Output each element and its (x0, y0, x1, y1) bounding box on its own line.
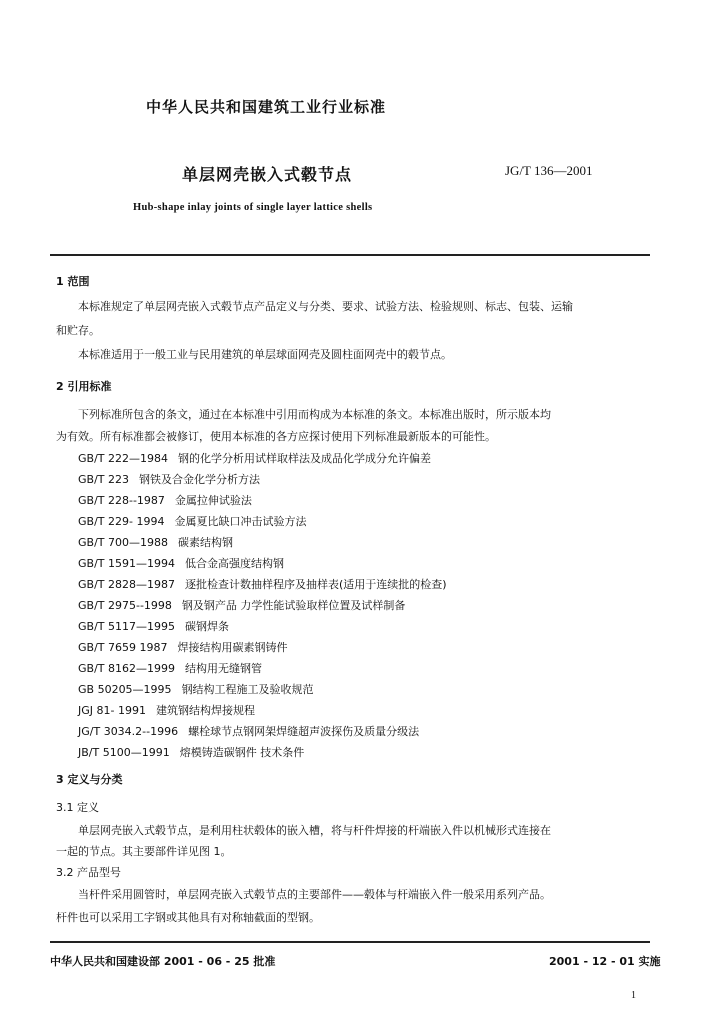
section-3-1-line2: 一起的节点。其主要部件详见图 1。 (56, 845, 232, 858)
reference-item (78, 471, 260, 487)
reference-number: JG/T 3034.2--1996 (78, 725, 179, 738)
reference-item (78, 618, 229, 634)
section-1-para1-line1: 本标准规定了单层网壳嵌入式毂节点产品定义与分类、要求、试验方法、检验规则、标志、包装、运输 (78, 300, 573, 313)
reference-number: GB/T 7659 1987 (78, 641, 168, 654)
section-1-heading: 1 范围 (56, 275, 90, 288)
reference-number: JB/T 5100—1991 (78, 746, 170, 759)
section-2-intro-line1: 下列标准所包含的条文，通过在本标准中引用而构成为本标准的条文。本标准出版时，所示版本均 (78, 408, 551, 421)
reference-number: GB/T 229- 1994 (78, 515, 165, 528)
section-3-2-line2: 杆件也可以采用工字钢或其他具有对称轴截面的型钢。 (56, 911, 320, 924)
reference-item (78, 513, 306, 529)
section-2-heading: 2 引用标准 (56, 380, 112, 393)
section-3-1-line1: 单层网壳嵌入式毂节点，是利用柱状毂体的嵌入槽，将与杆件焊接的杆端嵌入件以机械形式连接在 (78, 824, 551, 837)
english-title: Hub-shape inlay joints of single layer lattice shells (133, 202, 373, 213)
reference-item (78, 492, 252, 508)
reference-name: 碳钢焊条 (184, 620, 229, 633)
reference-number: GB/T 8162—1999 (78, 662, 175, 675)
section-3-1-heading: 3.1 定义 (56, 801, 99, 814)
reference-item (78, 681, 314, 697)
reference-number: GB/T 223 (78, 473, 129, 486)
reference-name: 金属夏比缺口冲击试验方法 (174, 515, 307, 528)
section-3-heading: 3 定义与分类 (56, 773, 123, 786)
implementation-date: 2001 - 12 - 01 实施 (549, 955, 661, 968)
reference-number: GB/T 700—1988 (78, 536, 168, 549)
reference-number: JGJ 81- 1991 (78, 704, 146, 717)
reference-name: 建筑钢结构焊接规程 (155, 704, 255, 717)
reference-name: 钢结构工程施工及验收规范 (181, 683, 314, 696)
reference-item (78, 555, 284, 571)
reference-item (78, 450, 431, 466)
standard-category: 中华人民共和国建筑工业行业标准 (146, 98, 387, 116)
reference-name: 碳素结构钢 (177, 536, 233, 549)
reference-name: 螺栓球节点钢网架焊缝超声波探伤及质量分级法 (188, 725, 420, 738)
page-number: 1 (631, 990, 636, 1001)
reference-item (78, 660, 262, 676)
reference-name: 结构用无缝钢管 (184, 662, 262, 675)
reference-number: GB/T 1591—1994 (78, 557, 175, 570)
header-divider (50, 254, 650, 256)
reference-name: 熔模铸造碳钢件 技术条件 (179, 746, 305, 759)
reference-name: 金属拉伸试验法 (174, 494, 252, 507)
reference-item (78, 576, 447, 592)
section-2-intro-line2: 为有效。所有标准都会被修订，使用本标准的各方应探讨使用下列标准最新版本的可能性。 (56, 430, 496, 443)
reference-number: GB/T 5117—1995 (78, 620, 175, 633)
reference-number: GB/T 2975--1998 (78, 599, 172, 612)
reference-number: GB/T 222—1984 (78, 452, 168, 465)
reference-item (78, 597, 405, 613)
footer-divider (50, 941, 650, 943)
document-title: 单层网壳嵌入式毂节点 (182, 165, 353, 184)
section-3-2-line1: 当杆件采用圆管时，单层网壳嵌入式毂节点的主要部件——毂体与杆端嵌入件一般采用系列产品。 (78, 888, 551, 901)
reference-name: 钢铁及合金化学分析方法 (139, 473, 260, 486)
section-3-2-heading: 3.2 产品型号 (56, 866, 121, 879)
reference-name: 逐批检查计数抽样程序及抽样表(适用于连续批的检查) (184, 578, 447, 591)
reference-item (78, 702, 255, 718)
approval-date: 中华人民共和国建设部 2001 - 06 - 25 批准 (50, 955, 276, 968)
reference-item (78, 723, 419, 739)
reference-name: 低合金高强度结构钢 (184, 557, 284, 570)
reference-item (78, 534, 233, 550)
reference-item (78, 639, 287, 655)
section-1-para2: 本标准适用于一般工业与民用建筑的单层球面网壳及圆柱面网壳中的毂节点。 (78, 348, 452, 361)
reference-number: GB/T 228--1987 (78, 494, 165, 507)
reference-name: 钢的化学分析用试样取样法及成品化学成分允许偏差 (177, 452, 431, 465)
section-1-para1-line2: 和贮存。 (56, 324, 100, 337)
standard-code: JG/T 136—2001 (505, 163, 593, 178)
reference-item (78, 744, 304, 760)
reference-number: GB/T 2828—1987 (78, 578, 175, 591)
reference-name: 焊接结构用碳素钢铸件 (177, 641, 288, 654)
reference-number: GB 50205—1995 (78, 683, 172, 696)
reference-name: 钢及钢产品 力学性能试验取样位置及试样制备 (181, 599, 406, 612)
